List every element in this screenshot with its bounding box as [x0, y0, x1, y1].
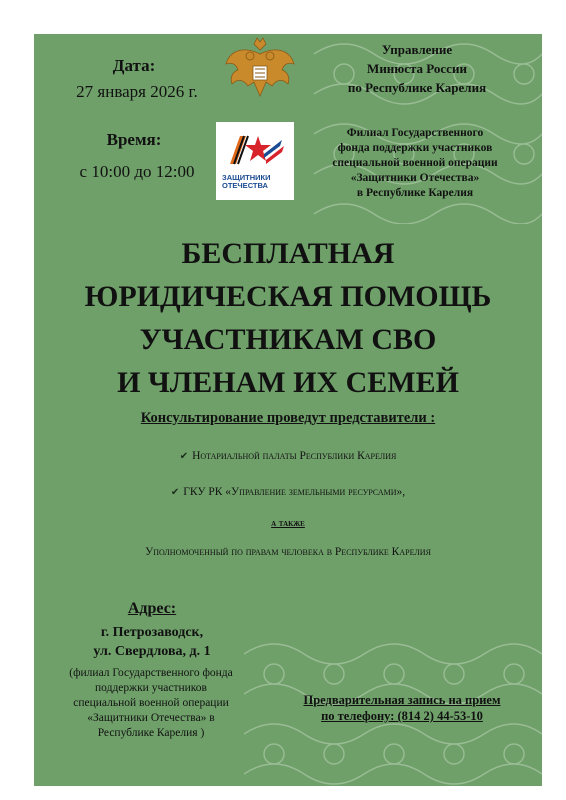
date-value: 27 января 2026 г. [76, 82, 198, 101]
date-label: Дата: [112, 56, 156, 75]
time-value: с 10:00 до 12:00 [79, 162, 195, 181]
main-headline [34, 232, 542, 404]
booking-phone: по телефону: (814 2) 44-53-10 [321, 709, 483, 723]
fund-block [300, 126, 530, 201]
also-label: а также [271, 518, 305, 529]
fund-line: Филиал Государственного [346, 127, 484, 139]
fund-line: фонда поддержки участников [337, 142, 493, 154]
address-note-line: поддержки участников [95, 682, 207, 694]
address-city: г. Петрозаводск, [100, 625, 204, 640]
consultant-item [34, 450, 542, 462]
address-note [42, 666, 260, 741]
consultant-label: Нотариальной палаты Республики Карелия [192, 450, 397, 462]
defenders-logo [216, 122, 294, 200]
fund-line: в Республике Карелия [356, 187, 474, 199]
address-note-line: «Защитники Отечества» в [87, 712, 215, 724]
fund-line: «Защитники Отечества» [350, 172, 480, 184]
check-icon: ✔ [170, 487, 180, 498]
double-headed-eagle-emblem [224, 36, 296, 104]
fund-line: специальной военной операции [332, 157, 498, 169]
headline-line: БЕСПЛАТНАЯ [181, 237, 395, 270]
logo-text-line: ЗАЩИТНИКИ [222, 173, 271, 182]
headline-line: УЧАСТНИКАМ СВО [139, 323, 437, 356]
ministry-block [302, 40, 532, 97]
address-note-line: Республике Карелия ) [97, 727, 205, 739]
consultant-label: ГКУ РК «Управление земельными ресурсами», [183, 486, 406, 498]
ministry-line: Минюста России [367, 61, 467, 76]
headline-line: И ЧЛЕНАМ ИХ СЕМЕЙ [117, 366, 459, 399]
address-label: Адрес: [127, 600, 177, 617]
star-ribbon-logo-icon [226, 130, 284, 172]
address-note-line: специальной военной операции [73, 697, 229, 709]
logo-text-line: ОТЕЧЕСТВА [222, 181, 268, 190]
booking-info [274, 692, 530, 724]
check-icon: ✔ [179, 451, 189, 462]
ministry-line: Управление [381, 42, 453, 57]
consultant-item [34, 486, 542, 498]
address-street: ул. Свердлова, д. 1 [93, 644, 211, 659]
consultation-title: Консультирование проведут представители : [140, 410, 436, 426]
logo-text [222, 174, 288, 190]
time-label: Время: [106, 130, 162, 149]
headline-line: ЮРИДИЧЕСКАЯ ПОМОЩЬ [84, 280, 492, 313]
address-note-line: (филиал Государственного фонда [69, 667, 233, 679]
poster [34, 34, 542, 786]
ministry-line: по Республике Карелия [347, 80, 487, 95]
ombudsman-line: Уполномоченный по правам человека в Республике Карелия [145, 546, 431, 558]
booking-line: Предварительная запись на прием [303, 693, 501, 707]
